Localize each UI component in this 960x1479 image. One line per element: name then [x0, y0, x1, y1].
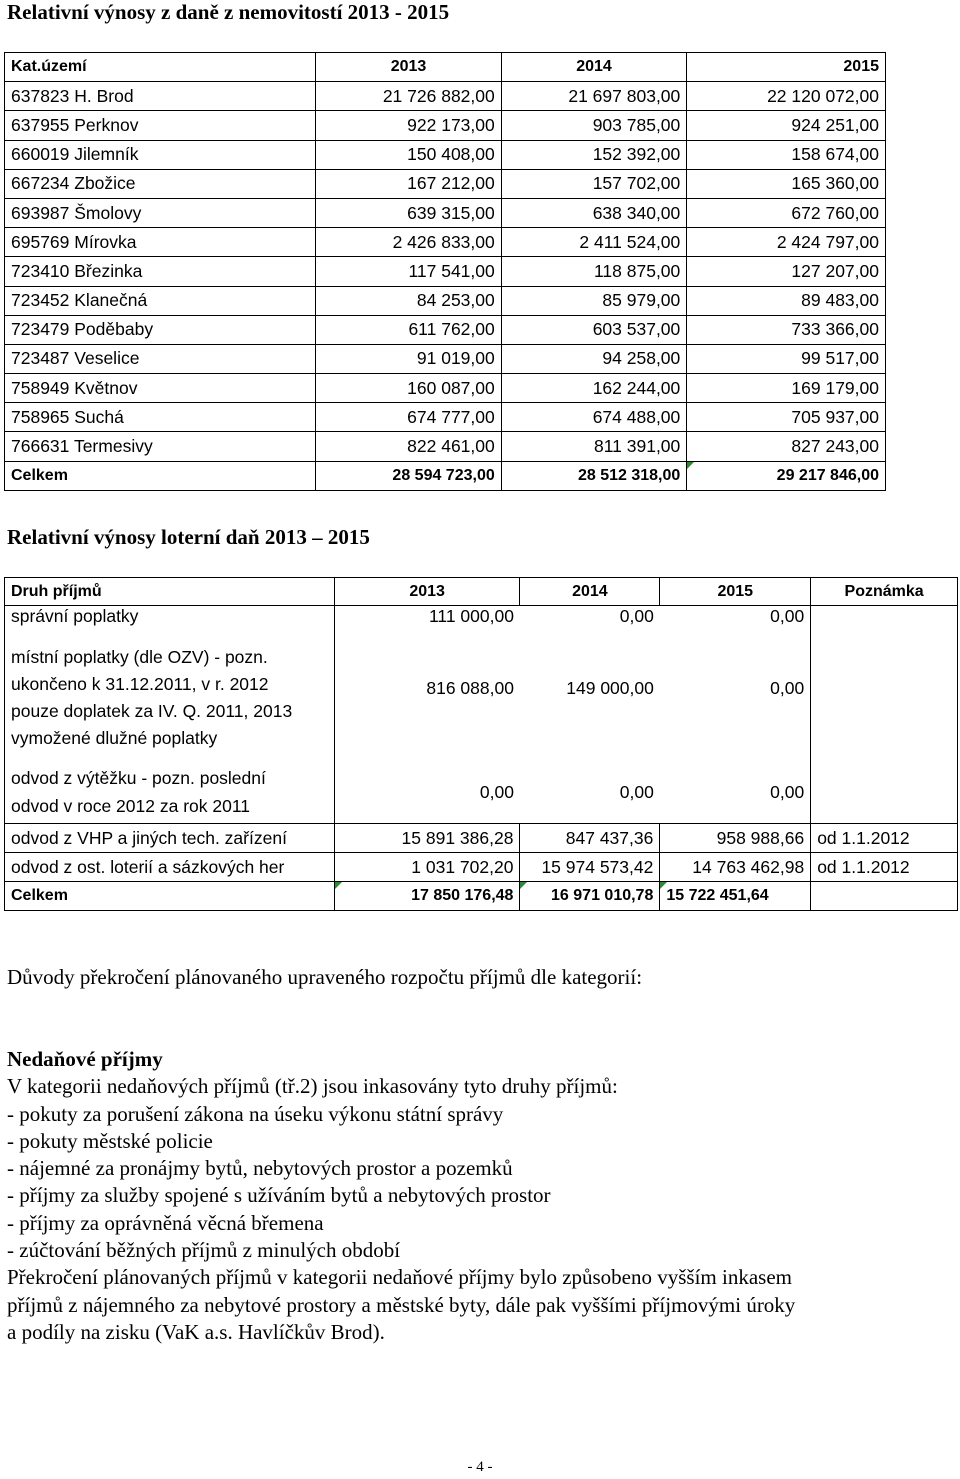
cadastral-area: 723479 Poděbaby: [5, 315, 316, 344]
label-line: odvod z výtěžku - pozn. poslední: [11, 768, 266, 789]
value-2015: 89 483,00: [687, 286, 886, 315]
value-2013: 167 212,00: [316, 169, 502, 198]
paragraph-line: a podíly na zisku (VaK a.s. Havlíčkův Brod).: [7, 1319, 385, 1344]
table-header-row: [5, 578, 958, 606]
value-2015: 827 243,00: [687, 432, 886, 461]
value-2014: 157 702,00: [501, 169, 687, 198]
row-label: odvod z ost. loterií a sázkových her: [5, 853, 335, 882]
paragraph-line: Překročení plánovaných příjmů v kategorii nedaňové příjmy bylo způsobeno vyšším inkasem: [7, 1265, 792, 1290]
value-2013: 160 087,00: [316, 374, 502, 403]
value-2014: 21 697 803,00: [501, 82, 687, 111]
value-2013: 15 891 386,28: [334, 824, 520, 853]
value-2013: 611 762,00: [316, 315, 502, 344]
table-row: [5, 403, 886, 432]
value-2014: 903 785,00: [501, 111, 687, 140]
row-label: [5, 638, 335, 762]
cadastral-area: 723452 Klanečná: [5, 286, 316, 315]
value-2015: 127 207,00: [687, 257, 886, 286]
label-line: místní poplatky (dle OZV) - pozn.: [11, 646, 268, 667]
table-row: [5, 344, 886, 373]
value-2013: 922 173,00: [316, 111, 502, 140]
table-total-row: [5, 461, 886, 490]
list-item: - příjmy za služby spojené s užíváním bytů a nebytových prostor: [7, 1183, 551, 1208]
table-row: [5, 198, 886, 227]
property-tax-table: [4, 52, 886, 491]
cadastral-area: 723487 Veselice: [5, 344, 316, 373]
table-row: [5, 140, 886, 169]
list-item: - pokuty městské policie: [7, 1128, 213, 1153]
value-2014: 152 392,00: [501, 140, 687, 169]
label-line: ukončeno k 31.12.2011, v r. 2012: [11, 673, 269, 694]
value-2014: 603 537,00: [501, 315, 687, 344]
total-2014: 16 971 010,78: [520, 882, 660, 911]
value-2013: 84 253,00: [316, 286, 502, 315]
cadastral-area: 695769 Mírovka: [5, 228, 316, 257]
paragraph-line: příjmů z nájemného za nebytové prostory a městské byty, dále pak vyššími příjmovými úroky: [7, 1292, 796, 1317]
list-item: - příjmy za oprávněná věcná břemena: [7, 1210, 324, 1235]
table-total-row: [5, 882, 958, 911]
cadastral-area: 667234 Zbožice: [5, 169, 316, 198]
value-2013: 2 426 833,00: [316, 228, 502, 257]
cadastral-area: 660019 Jilemník: [5, 140, 316, 169]
table-row: [5, 82, 886, 111]
row-label: správní poplatky: [5, 606, 335, 638]
row-label: Celkem: [5, 882, 335, 911]
value-2015: 158 674,00: [687, 140, 886, 169]
header-cell: 2013: [334, 578, 520, 606]
value-2013: 674 777,00: [316, 403, 502, 432]
table-row: [5, 853, 958, 882]
value-2015: 0,00: [770, 606, 805, 626]
total-2015: 29 217 846,00: [687, 461, 886, 490]
total-label: Celkem: [5, 461, 316, 490]
cadastral-area: 758965 Suchá: [5, 403, 316, 432]
reasons-heading: Důvody překročení plánovaného upraveného rozpočtu příjmů dle kategorií:: [7, 965, 643, 989]
nontax-section: [7, 1046, 795, 1346]
value-2013: 117 541,00: [316, 257, 502, 286]
value-2013: 816 088,00: [426, 677, 514, 698]
value-2014: 2 411 524,00: [501, 228, 687, 257]
total-2013: 17 850 176,48: [334, 882, 520, 911]
cadastral-area: 766631 Termesivy: [5, 432, 316, 461]
header-cell: 2014: [520, 578, 660, 606]
value-2013: 91 019,00: [316, 344, 502, 373]
cadastral-area: 637955 Perknov: [5, 111, 316, 140]
note-cell: od 1.1.2012: [811, 824, 958, 853]
value-2015: 0,00: [770, 781, 805, 802]
table-row: [5, 228, 886, 257]
table-row: [5, 315, 886, 344]
cadastral-area: 637823 H. Brod: [5, 82, 316, 111]
value-2014: 811 391,00: [501, 432, 687, 461]
value-2014: 674 488,00: [501, 403, 687, 432]
value-2015: 165 360,00: [687, 169, 886, 198]
value-2013: 21 726 882,00: [316, 82, 502, 111]
row-label: [5, 762, 335, 824]
note-cell: od 1.1.2012: [811, 853, 958, 882]
row-label: odvod z VHP a jiných tech. zařízení: [5, 824, 335, 853]
cadastral-area: 723410 Březinka: [5, 257, 316, 286]
header-cell: Druh příjmů: [5, 578, 335, 606]
table-row: [5, 762, 958, 824]
value-2015: 958 988,66: [660, 824, 811, 853]
value-2015: 733 366,00: [687, 315, 886, 344]
cadastral-area: 758949 Květnov: [5, 374, 316, 403]
table-row: [5, 824, 958, 853]
value-2013: 822 461,00: [316, 432, 502, 461]
section-title-lottery-tax: Relativní výnosy loterní daň 2013 – 2015: [7, 525, 370, 549]
note-cell: [811, 762, 958, 824]
value-2014: 162 244,00: [501, 374, 687, 403]
header-cell: 2015: [687, 53, 886, 82]
table-row: [5, 374, 886, 403]
total-2015: 15 722 451,64: [660, 882, 811, 911]
label-line: pouze doplatek za IV. Q. 2011, 2013: [11, 700, 293, 721]
table-header-row: [5, 53, 886, 82]
nontax-intro: V kategorii nedaňových příjmů (tř.2) jsou inkasovány tyto druhy příjmů:: [7, 1074, 618, 1099]
value-2015: 99 517,00: [687, 344, 886, 373]
label-line: odvod v roce 2012 za rok 2011: [11, 796, 251, 817]
value-2014: 94 258,00: [501, 344, 687, 373]
cadastral-area: 693987 Šmolovy: [5, 198, 316, 227]
value-2014: 118 875,00: [501, 257, 687, 286]
value-2015: 924 251,00: [687, 111, 886, 140]
value-2015: 169 179,00: [687, 374, 886, 403]
list-item: - nájemné za pronájmy bytů, nebytových prostor a pozemků: [7, 1156, 513, 1181]
total-2013: 28 594 723,00: [316, 461, 502, 490]
table-row: [5, 286, 886, 315]
value-2014: 0,00: [619, 606, 654, 626]
table-row: [5, 638, 958, 762]
table-row: [5, 257, 886, 286]
value-2015: 22 120 072,00: [687, 82, 886, 111]
value-2014: 15 974 573,42: [520, 853, 660, 882]
list-item: - zúčtování běžných příjmů z minulých období: [7, 1238, 401, 1263]
value-2013: 639 315,00: [316, 198, 502, 227]
header-cell: Poznámka: [811, 578, 958, 606]
label-line: vymožené dlužné poplatky: [11, 727, 218, 748]
value-2014: 638 340,00: [501, 198, 687, 227]
header-cell: 2015: [660, 578, 811, 606]
table-row: [5, 169, 886, 198]
total-2014: 28 512 318,00: [501, 461, 687, 490]
table-row: [5, 606, 958, 638]
value-2014: 847 437,36: [520, 824, 660, 853]
note-cell: [811, 882, 958, 911]
header-cell: 2013: [316, 53, 502, 82]
table-row: [5, 111, 886, 140]
value-2014: 149 000,00: [566, 677, 654, 698]
value-2014: 0,00: [619, 781, 654, 802]
value-2013: 150 408,00: [316, 140, 502, 169]
value-2015: 0,00: [770, 677, 805, 698]
list-item: - pokuty za porušení zákona na úseku výkonu státní správy: [7, 1101, 504, 1126]
header-cell: 2014: [501, 53, 687, 82]
lottery-tax-table: [4, 577, 958, 911]
value-2013: 0,00: [479, 781, 514, 802]
page-number: - 4 -: [467, 1459, 493, 1475]
section-title-property-tax: Relativní výnosy z daně z nemovitostí 2013 - 2015: [7, 0, 450, 24]
value-2015: 672 760,00: [687, 198, 886, 227]
value-2015: 2 424 797,00: [687, 228, 886, 257]
value-2013: 1 031 702,20: [334, 853, 520, 882]
nontax-heading: Nedaňové příjmy: [7, 1047, 163, 1071]
value-2015: 14 763 462,98: [660, 853, 811, 882]
header-cell: Kat.území: [5, 53, 316, 82]
note-cell: [811, 606, 958, 638]
value-2013: 111 000,00: [428, 606, 514, 626]
table-row: [5, 432, 886, 461]
value-2015: 705 937,00: [687, 403, 886, 432]
note-cell: [811, 638, 958, 762]
value-2014: 85 979,00: [501, 286, 687, 315]
